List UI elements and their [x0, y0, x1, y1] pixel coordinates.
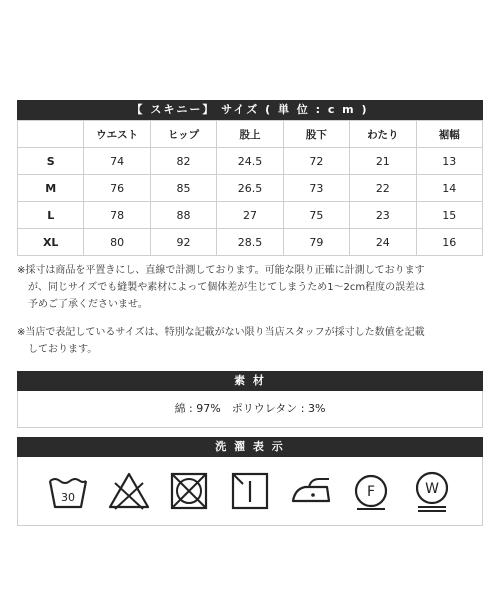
column-header-thigh: わたり — [350, 121, 416, 148]
line-dry-shade-icon — [228, 469, 272, 513]
care-section — [17, 437, 483, 526]
row-size-label: S — [18, 148, 84, 175]
table-cell: 24.5 — [217, 148, 283, 175]
size-header-empty — [18, 121, 84, 148]
table-cell: 13 — [416, 148, 482, 175]
table-cell: 78 — [84, 202, 150, 229]
row-size-label: L — [18, 202, 84, 229]
dryclean-f-icon — [349, 469, 393, 513]
wetclean-w-icon — [410, 469, 454, 513]
note-line: しております。 — [28, 344, 98, 355]
size-notation-note — [17, 324, 483, 358]
table-cell: 22 — [350, 175, 416, 202]
size-table-title: 【 スキニー】 サイズ ( 単 位 : c m ) — [17, 100, 483, 120]
size-table-header-row — [18, 121, 483, 148]
material-section — [17, 371, 483, 428]
table-cell: 23 — [350, 202, 416, 229]
no-bleach-icon — [107, 469, 151, 513]
wash-temperature: 30 — [61, 491, 76, 504]
column-header-inseam: 股下 — [283, 121, 349, 148]
material-title: 素 材 — [17, 371, 483, 391]
table-cell: 15 — [416, 202, 482, 229]
care-icons-row — [17, 457, 483, 526]
column-header-hem: 裾幅 — [416, 121, 482, 148]
column-header-rise: 股上 — [217, 121, 283, 148]
wash-30-icon — [46, 469, 90, 513]
iron-low-icon — [289, 469, 333, 513]
dryclean-letter: F — [367, 484, 376, 500]
table-cell: 74 — [84, 148, 150, 175]
table-cell: 72 — [283, 148, 349, 175]
size-table — [17, 120, 483, 256]
note-line: 予めご了承くださいませ。 — [28, 299, 148, 310]
row-size-label: XL — [18, 229, 84, 256]
care-title: 洗 濯 表 示 — [17, 437, 483, 457]
note-line: ※当店で表記しているサイズは、特別な記載がない限り当店スタッフが採寸した数値を記載 — [17, 327, 425, 338]
table-cell: 21 — [350, 148, 416, 175]
row-size-label: M — [18, 175, 84, 202]
table-cell: 75 — [283, 202, 349, 229]
table-row — [18, 175, 483, 202]
no-tumble-dry-icon — [167, 469, 211, 513]
table-cell: 82 — [150, 148, 216, 175]
column-header-hip: ヒップ — [150, 121, 216, 148]
wetclean-letter: W — [424, 481, 439, 497]
table-cell: 16 — [416, 229, 482, 256]
table-cell: 28.5 — [217, 229, 283, 256]
measurement-note — [17, 262, 483, 313]
table-cell: 92 — [150, 229, 216, 256]
material-text: 綿 : 97% ポリウレタン : 3% — [17, 391, 483, 428]
table-cell: 80 — [84, 229, 150, 256]
table-cell: 88 — [150, 202, 216, 229]
table-cell: 27 — [217, 202, 283, 229]
table-cell: 26.5 — [217, 175, 283, 202]
table-cell: 14 — [416, 175, 482, 202]
note-line: が、同じサイズでも縫製や素材によって個体差が生じてしまうため1〜2cm程度の誤差は — [28, 282, 426, 293]
table-row — [18, 229, 483, 256]
size-section — [17, 100, 483, 256]
table-row — [18, 202, 483, 229]
table-cell: 85 — [150, 175, 216, 202]
column-header-waist: ウエスト — [84, 121, 150, 148]
note-line: ※採寸は商品を平置きにし、直線で計測しております。可能な限り正確に計測しております — [17, 265, 425, 276]
table-cell: 24 — [350, 229, 416, 256]
table-row — [18, 148, 483, 175]
table-cell: 79 — [283, 229, 349, 256]
table-cell: 73 — [283, 175, 349, 202]
table-cell: 76 — [84, 175, 150, 202]
